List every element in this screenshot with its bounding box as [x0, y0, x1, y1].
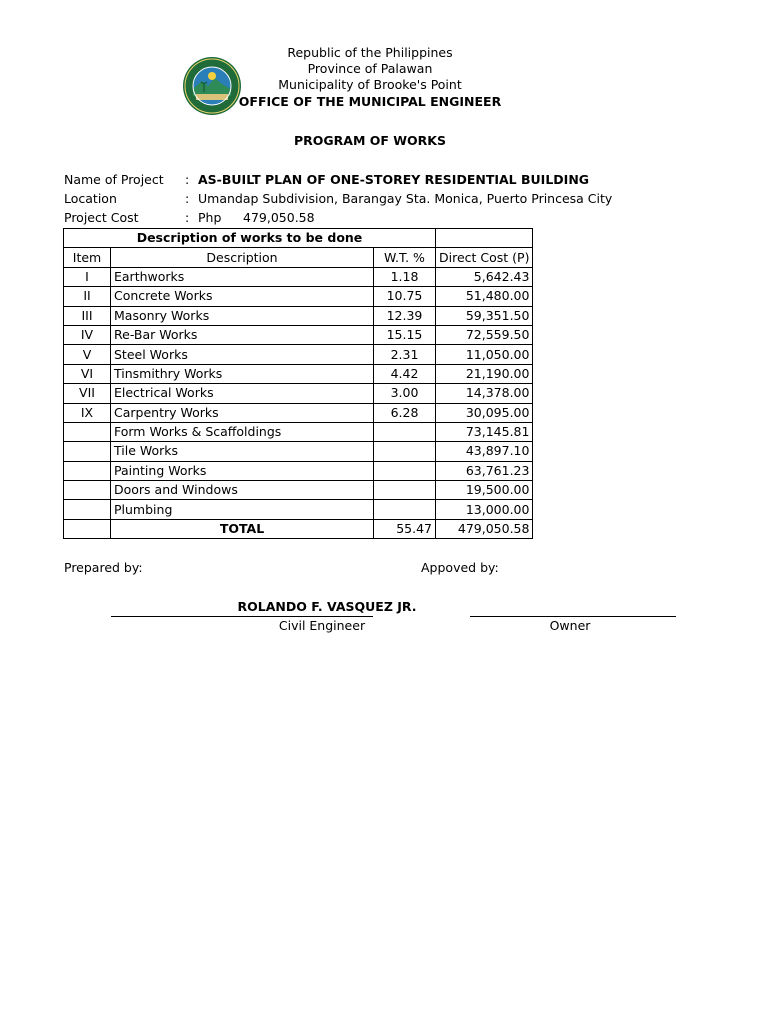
row-cost: 14,378.00: [436, 384, 533, 403]
header-province: Province of Palawan: [307, 61, 433, 76]
row-description: Tinsmithry Works: [111, 364, 374, 383]
works-table: [63, 228, 533, 539]
header-wt: W.T. %: [374, 248, 436, 267]
table-row: [64, 422, 533, 441]
table-row: [64, 345, 533, 364]
row-cost: 51,480.00: [436, 287, 533, 306]
row-wt: [374, 500, 436, 519]
row-cost: 13,000.00: [436, 500, 533, 519]
row-description: Earthworks: [111, 267, 374, 286]
row-wt: [374, 422, 436, 441]
row-description: Masonry Works: [111, 306, 374, 325]
total-item-empty-cell: [64, 519, 111, 538]
table-row: [64, 325, 533, 344]
prepared-by-label: Prepared by:: [64, 560, 143, 575]
row-cost: 43,897.10: [436, 442, 533, 461]
row-cost: 19,500.00: [436, 481, 533, 500]
table-row: [64, 364, 533, 383]
row-cost: 11,050.00: [436, 345, 533, 364]
row-description: Electrical Works: [111, 384, 374, 403]
row-wt: [374, 461, 436, 480]
row-description: Steel Works: [111, 345, 374, 364]
preparer-title: Civil Engineer: [278, 618, 366, 633]
doc-title: PROGRAM OF WORKS: [293, 133, 446, 148]
row-wt: 3.00: [374, 384, 436, 403]
project-cost-currency: Php: [198, 210, 222, 225]
approver-signature-line: [470, 616, 676, 617]
header-direct-cost: Direct Cost (P): [436, 248, 533, 267]
project-name-colon: :: [185, 172, 190, 187]
row-cost: 59,351.50: [436, 306, 533, 325]
table-row: [64, 481, 533, 500]
row-description: Carpentry Works: [111, 403, 374, 422]
row-description: Painting Works: [111, 461, 374, 480]
header-description: Description: [111, 248, 374, 267]
table-group-header-row: [64, 229, 533, 248]
table-group-header-empty-cell: [436, 229, 533, 248]
row-item: IX: [64, 403, 111, 422]
row-item: V: [64, 345, 111, 364]
table-group-header: Description of works to be done: [64, 229, 436, 248]
row-description: Concrete Works: [111, 287, 374, 306]
row-wt: 12.39: [374, 306, 436, 325]
header-item: Item: [64, 248, 111, 267]
project-name-value: AS-BUILT PLAN OF ONE-STOREY RESIDENTIAL BUILDING: [198, 172, 590, 187]
row-item: [64, 481, 111, 500]
total-label: TOTAL: [111, 519, 374, 538]
project-location-label: Location: [64, 191, 117, 206]
row-description: Tile Works: [111, 442, 374, 461]
table-row: [64, 403, 533, 422]
row-wt: 4.42: [374, 364, 436, 383]
table-row: [64, 287, 533, 306]
preparer-signature-line: [111, 616, 373, 617]
header-municipality: Municipality of Brooke's Point: [278, 77, 462, 92]
row-wt: 15.15: [374, 325, 436, 344]
row-item: [64, 500, 111, 519]
row-item: III: [64, 306, 111, 325]
row-description: Form Works & Scaffoldings: [111, 422, 374, 441]
row-item: [64, 422, 111, 441]
project-cost-value: 479,050.58: [243, 210, 315, 225]
table-row: [64, 442, 533, 461]
row-item: I: [64, 267, 111, 286]
table-row: [64, 267, 533, 286]
row-cost: 63,761.23: [436, 461, 533, 480]
preparer-name: ROLANDO F. VASQUEZ JR.: [237, 599, 417, 614]
table-row: [64, 500, 533, 519]
row-item: VI: [64, 364, 111, 383]
row-wt: 1.18: [374, 267, 436, 286]
row-wt: 6.28: [374, 403, 436, 422]
table-header-row: [64, 248, 533, 267]
row-item: IV: [64, 325, 111, 344]
row-item: VII: [64, 384, 111, 403]
row-cost: 5,642.43: [436, 267, 533, 286]
header-country: Republic of the Philippines: [287, 45, 453, 60]
table-row: [64, 461, 533, 480]
row-item: [64, 461, 111, 480]
project-cost-label: Project Cost: [64, 210, 139, 225]
project-location-value: Umandap Subdivision, Barangay Sta. Monica, Puerto Princesa City: [198, 191, 613, 206]
table-total-row: [64, 519, 533, 538]
row-cost: 30,095.00: [436, 403, 533, 422]
project-name-label: Name of Project: [64, 172, 164, 187]
project-location-colon: :: [185, 191, 190, 206]
row-wt: [374, 481, 436, 500]
table-row: [64, 306, 533, 325]
project-cost-colon: :: [185, 210, 190, 225]
row-wt: [374, 442, 436, 461]
total-cost: 479,050.58: [436, 519, 533, 538]
row-wt: 2.31: [374, 345, 436, 364]
row-description: Plumbing: [111, 500, 374, 519]
row-cost: 21,190.00: [436, 364, 533, 383]
approver-title: Owner: [549, 618, 591, 633]
table-row: [64, 384, 533, 403]
row-cost: 73,145.81: [436, 422, 533, 441]
row-item: [64, 442, 111, 461]
header-office: OFFICE OF THE MUNICIPAL ENGINEER: [238, 94, 502, 109]
total-wt: 55.47: [374, 519, 436, 538]
row-item: II: [64, 287, 111, 306]
row-cost: 72,559.50: [436, 325, 533, 344]
row-description: Re-Bar Works: [111, 325, 374, 344]
row-description: Doors and Windows: [111, 481, 374, 500]
approved-by-label: Appoved by:: [421, 560, 499, 575]
row-wt: 10.75: [374, 287, 436, 306]
